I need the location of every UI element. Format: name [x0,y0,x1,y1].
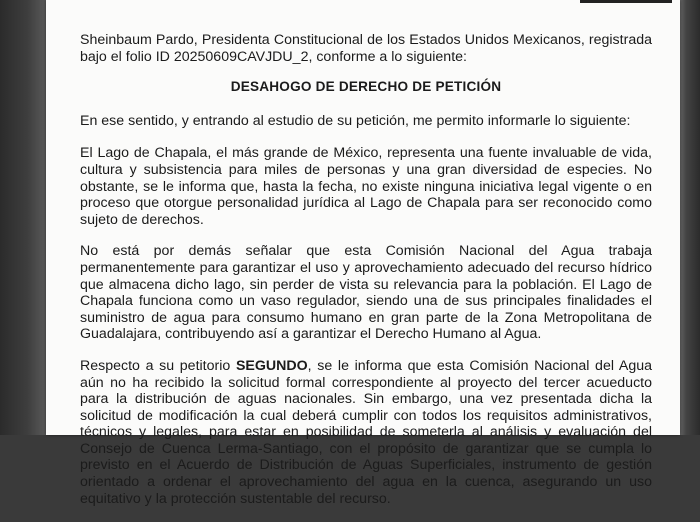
petitorio-bold: SEGUNDO [235,357,308,374]
petitorio-prefix: Respecto a su petitorio [80,357,236,374]
lead-paragraph: En ese sentido, y entrando al estudio de su petición, me permito informarle lo siguiente: [80,112,631,129]
paragraph-comision: No está por demás señalar que esta Comisión Nacional del Agua trabaja permanentemente para garantizar el uso y aprovechamiento adecuado del recurso hídrico que almacena dicho lago, sin perder de vista su relevancia para la población. El Lago de Chapala funciona como un vaso regulador, siendo una de sus principales finalidades el suministro de agua para consumo humano en gran parte de la Zona Metropolitana de Guadalajara, contribuyendo así a garantizar el Derecho Humano al Agua. [80,243,652,343]
top-edge-mark [580,0,672,3]
petitorio-suffix: , se le informa que esta Comisión Nacional del Agua aún no ha recibido la solicitud formal correspondiente al proyecto del tercer acueducto para la distribución de aguas nacionales. Sin embargo, una vez presentada dicha la solicitud de modificación la cual deberá cumplir con todos los requisitos administrativos, técnicos y legales, para estar en posibilidad de someterla al análisis y evaluación del Consejo de Cuenca Lerma-Santiago, con el propósito de garantizar que se cumpla lo previsto en el Acuerdo de Distribución de Aguas Superficiales, instrumento de gestión orientado a ordenar el aprovechamiento del agua en la cuenca, asegurando un uso equitativo y la protección sustentable del recurso. [80,357,652,507]
intro-paragraph: Sheinbaum Pardo, Presidenta Constitucional de los Estados Unidos Mexicanos, registrada bajo el folio ID 20250609CAVJDU_2, conforme a lo siguiente: [80,32,652,65]
paragraph-petitorio-segundo [80,358,652,507]
document-page [46,0,680,507]
right-frame-edge [680,0,700,435]
paragraph-lago-chapala: El Lago de Chapala, el más grande de México, representa una fuente invaluable de vida, cultura y subsistencia para miles de personas y una gran diversidad de especies. No obstante, se le informa que, hasta la fecha, no existe ninguna iniciativa legal vigente o en proceso que otorgue personalidad jurídica al Lago de Chapala para ser reconocido como sujeto de derechos. [80,145,652,228]
section-heading: DESAHOGO DE DERECHO DE PETICIÓN [230,79,502,95]
document-body [80,32,652,522]
left-frame-edge [0,0,46,435]
